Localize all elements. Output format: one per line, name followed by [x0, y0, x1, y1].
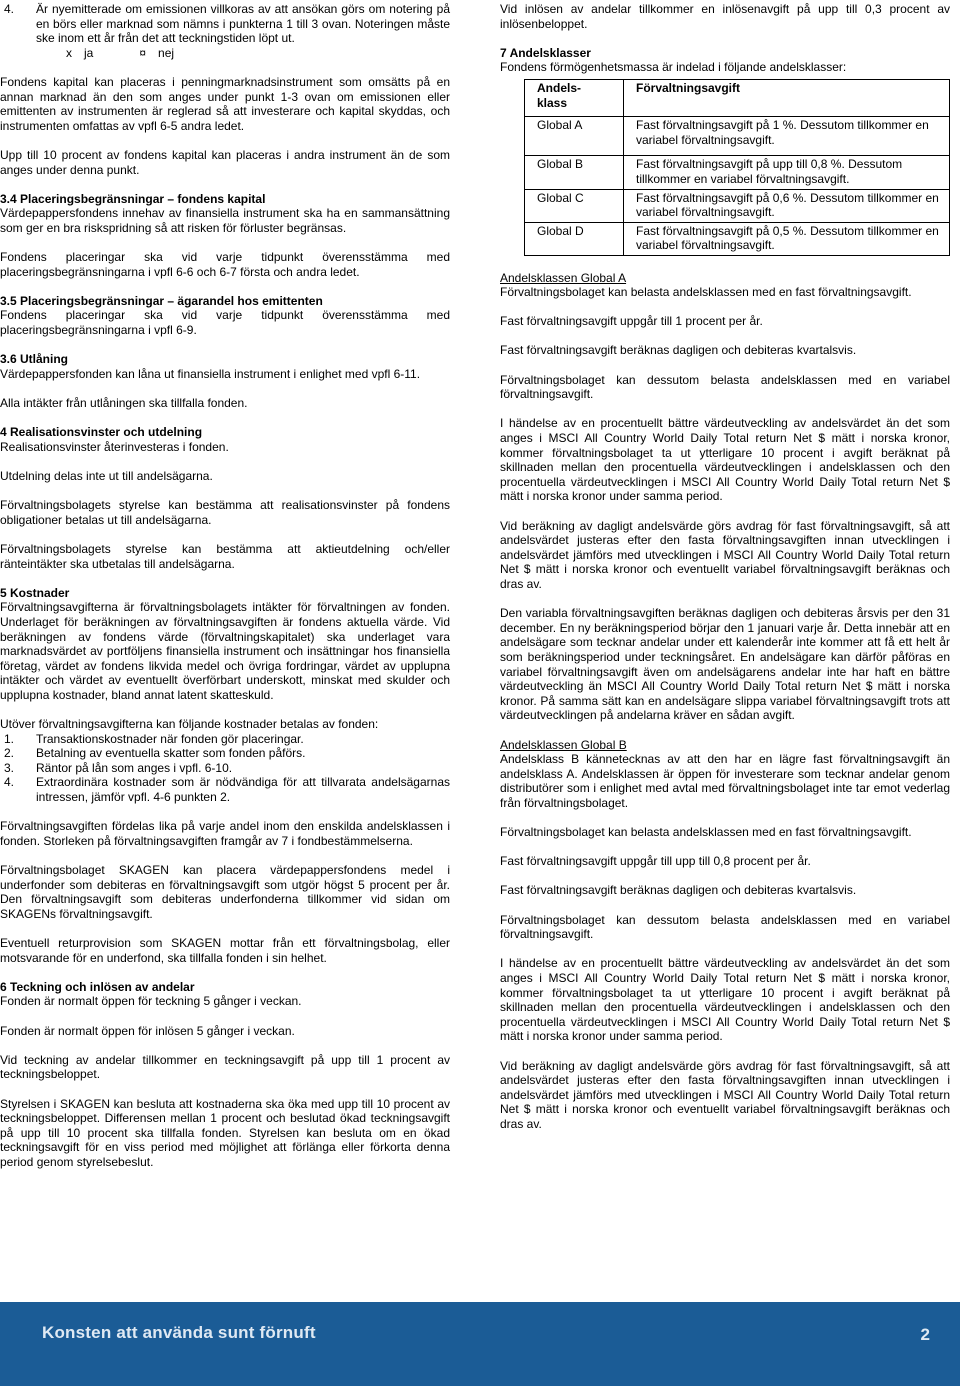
right-column — [500, 2, 950, 1132]
option-no-label: nej — [158, 45, 175, 60]
paragraph-3-6-a: Värdepappersfonden kan låna ut finansiella instrument i enlighet med vpfl 6-11. — [0, 366, 421, 381]
heading-4: 4 Realisationsvinster och utdelning — [0, 425, 203, 440]
paragraph-other-instruments: Upp till 10 procent av fondens kapital kan placeras i andra instrument än de som anges under denna punkt. — [0, 147, 450, 177]
heading-global-a: Andelsklassen Global A — [500, 270, 627, 285]
option-no — [139, 46, 174, 61]
column-header-class: Andels- klass — [525, 79, 624, 116]
paragraph-3-6-b: Alla intäkter från utlåningen ska tillfalla fonden. — [0, 396, 248, 411]
paragraph-5-b: Utöver förvaltningsavgifterna kan följande kostnader betalas av fonden: — [0, 717, 379, 732]
paragraph-5-a: Förvaltningsavgifterna är förvaltningsbolagets intäkter för förvaltningen av fonden. Underlaget för beräkningen av förvaltningsavgiften är fondens aktuella värde. Vid beräkningen av fondens värde (förvaltningskapitalet) ska underlaget vara marknadsvärdet av portföljens finansiella instrument och insättningar hos finansiella företag, värdet av fondens likvida medel och övriga fordringar, värdet av upplupna intäkter och värdet av eventuellt överförbart underskott, minskat med skulder och upplupna kostnader, bland annat latent skatteskuld. — [0, 600, 450, 702]
option-yes-label: ja — [84, 45, 94, 60]
share-class-table — [524, 79, 950, 256]
paragraph-5-c: Förvaltningsavgiften fördelas lika på varje andel inom den enskilda andelsklassen i fonden. Storleken på förvaltningsavgiften framgår av 7 i fondbestämmelserna. — [0, 819, 450, 848]
paragraph-ga-7: Den variabla förvaltningsavgiften beräknas dagligen och debiteras årsvis per den 31 december. En ny beräkningsperiod börjar den 1 januari varje år. Detta innebär att en andelsägare som tecknar andelar under ett kalenderår inte kommer att få ett helt år som beräkningsperiod under teckningsåret. En andelsägare kan därför påföras en variabel förvaltningsavgift även om andelsägarens andelar inte har haft en bättre värdeutveckling än MSCI All Country World Daily Total return Net $ mätt i norska kronor. På samma sätt kan en andelsägare slippa variabel förvaltningsavgift trots att värdeutvecklingen på andelarna kräver en sådan avgift. — [500, 606, 950, 723]
list-item: 1. Transaktionskostnader när fonden gör placeringar. — [4, 731, 304, 746]
page-number: 2 — [920, 1325, 930, 1344]
table-row — [525, 222, 950, 255]
paragraph-5-d: Förvaltningsbolaget SKAGEN kan placera värdepappersfondens medel i underfonder som debiteras en förvaltningsavgift som utgör högst 5 procent per år. Den förvaltningsavgift som debiteras underfonderna tillkommer vid sidan om SKAGENs förvaltningsavgift. — [0, 863, 450, 921]
heading-3-4: 3.4 Placeringsbegränsningar – fondens kapital — [0, 191, 266, 206]
paragraph-money-market: Fondens kapital kan placeras i penningmarknadsinstrument som omsätts på en annan marknad än den som anges under punkt 1-3 ovan om emissionen eller emittenten av instrumenten är reglerad så att investerare och kapital skyddas, och instrumenten omfattas av vpfl 6-5 andra ledet. — [0, 74, 450, 133]
item-number: 4. — [4, 2, 15, 16]
paragraph-3-4-b: Fondens placeringar ska vid varje tidpunkt överensstämma med placeringsbegränsningarna i vpfl 6-6 och 6-7 första och andra ledet. — [0, 250, 450, 279]
paragraph-4-b: Utdelning delas inte ut till andelsägarna. — [0, 469, 213, 483]
paragraph-ga-1: Förvaltningsbolaget kan belasta andelsklassen med en fast förvaltningsavgift. — [500, 285, 912, 300]
heading-global-b: Andelsklassen Global B — [500, 737, 627, 752]
option-no-mark: ¤ — [139, 45, 147, 60]
heading-6: 6 Teckning och inlösen av andelar — [0, 979, 195, 994]
cell-class: Global B — [525, 156, 624, 189]
paragraph-5-e: Eventuell returprovision som SKAGEN mottar från ett förvaltningsbolag, eller motsvarande för en underfond, ska tillfalla fonden i sin helhet. — [0, 936, 450, 965]
paragraph-gb-4: Fast förvaltningsavgift beräknas dagligen och debiteras kvartalsvis. — [500, 883, 857, 898]
heading-5: 5 Kostnader — [0, 585, 70, 600]
paragraph-gb-1: Andelsklass B kännetecknas av att den har en lägre fast förvaltningsavgift än andelsklass A. Andelsklassen är öppen för investerare som tecknar andelar genom distributörer som i enlighet med avtal med förvaltningsbolaget inte tar emot vederlag från förvaltningsbolaget. — [500, 752, 950, 810]
paragraph-ga-5: I händelse av en procentuellt bättre värdeutveckling av andelsvärdet än det som anges i MSCI All Country World Daily Total return Net $ mätt i norska kronor, kommer förvaltningsbolaget ta ut ytterligare 10 procent i avgift beräknat på skillnaden mellan den procentuella värdeutvecklingen i andelsklassen och den procentuella värdeutvecklingen i MSCI All Country World Daily Total return Net $ mätt i norska kronor under samma period. — [500, 416, 950, 504]
paragraph-6-b: Fonden är normalt öppen för inlösen 5 gånger i veckan. — [0, 1023, 295, 1038]
cell-fee: Fast förvaltningsavgift på 0,5 %. Dessutom tillkommer en variabel förvaltningsavgift. — [624, 222, 950, 255]
paragraph-gb-6: I händelse av en procentuellt bättre värdeutveckling av andelsvärdet än det som anges i MSCI All Country World Daily Total return Net $ mätt i norska kronor, kommer förvaltningsbolaget ta ut ytterligare 10 procent i avgift beräknat på skillnaden mellan den procentuella värdeutvecklingen i andelsklassen och den procentuella värdeutvecklingen i MSCI All Country World Daily Total return Net $ mätt i norska kronor under samma period. — [500, 956, 950, 1044]
paragraph-3-5: Fondens placeringar ska vid varje tidpunkt överensstämma med placeringsbegränsningarna i vpfl 6-9. — [0, 308, 450, 338]
paragraph-4-c: Förvaltningsbolagets styrelse kan bestämma att realisationsvinster på fondens obligationer betalas ut till andelsägarna. — [0, 498, 450, 527]
cost-list — [0, 732, 450, 805]
paragraph-4-a: Realisationsvinster återinvesteras i fonden. — [0, 439, 229, 454]
paragraph-6-c: Vid teckning av andelar tillkommer en teckningsavgift på upp till 1 procent av teckningsbeloppet. — [0, 1052, 450, 1082]
paragraph-ga-4: Förvaltningsbolaget kan dessutom belasta andelsklassen med en variabel förvaltningsavgift. — [500, 372, 950, 402]
paragraph-redemption-fee: Vid inlösen av andelar tillkommer en inlösenavgift på upp till 0,3 procent av inlösenbeloppet. — [500, 2, 950, 31]
paragraph-gb-2: Förvaltningsbolaget kan belasta andelsklassen med en fast förvaltningsavgift. — [500, 825, 912, 840]
footer-banner — [0, 1302, 960, 1386]
paragraph-3-4-a: Värdepappersfondens innehav av finansiella instrument ska ha en sammansättning som ger en bra riskspridning så att risken för förluster begränsas. — [0, 206, 450, 235]
list-item: 2. Betalning av eventuella skatter som fonden påförs. — [4, 746, 306, 761]
paragraph-ga-3: Fast förvaltningsavgift beräknas dagligen och debiteras kvartalsvis. — [500, 343, 857, 358]
table-row — [525, 117, 950, 156]
paragraph-gb-7: Vid beräkning av dagligt andelsvärde görs avdrag för fast förvaltningsavgift, så att andelsvärdet justeras efter den fasta förvaltningsavgiften innan utvecklingen i andelsvärdet jämförs med utvecklingen i MSCI All Country World Daily Total return Net $ mätt i norska kronor och eventuellt variabel förvaltningsavgift beräknas och dras av. — [500, 1058, 950, 1131]
heading-3-6: 3.6 Utlåning — [0, 352, 69, 367]
paragraph-4-d: Förvaltningsbolagets styrelse kan bestämma att aktieutdelning och/eller ränteintäkter ska utbetalas till andelsägarna. — [0, 541, 450, 571]
paragraph-ga-2: Fast förvaltningsavgift uppgår till 1 procent per år. — [500, 314, 763, 329]
heading-3-5: 3.5 Placeringsbegränsningar – ägarandel hos emittenten — [0, 293, 323, 308]
item-4 — [0, 2, 450, 46]
paragraph-7-intro: Fondens förmögenhetsmassa är indelad i följande andelsklasser: — [500, 60, 847, 75]
cell-class: Global D — [525, 222, 624, 255]
heading-7: 7 Andelsklasser — [500, 45, 591, 60]
cell-class: Global C — [525, 189, 624, 222]
table-row — [525, 189, 950, 222]
paragraph-gb-3: Fast förvaltningsavgift uppgår till upp till 0,8 procent per år. — [500, 854, 811, 869]
item-text: Är nyemitterade om emissionen villkoras av att ansökan görs om notering på en börs eller marknad som nämns i punkterna 1 till 3 ovan. Noteringen måste ske inom ett år från det att teckningstiden löpt ut. — [36, 2, 450, 46]
yes-no-options — [0, 46, 450, 61]
table-header-row — [525, 79, 950, 116]
paragraph-gb-5: Förvaltningsbolaget kan dessutom belasta andelsklassen med en variabel förvaltningsavgift. — [500, 912, 950, 942]
paragraph-6-d: Styrelsen i SKAGEN kan besluta att kostnaderna ska öka med upp till 10 procent av teckningsbeloppet. Differensen mellan 1 procent och beslutad ökad teckningsavgift på upp till 10 procent ska tillfalla fonden. Styrelsen kan besluta om en ökad teckningsavgift för en viss period med möjlighet att förlänga eller förkorta denna period genom styrelsebeslut. — [0, 1096, 450, 1169]
left-column — [0, 2, 450, 1170]
cell-class: Global A — [525, 117, 624, 156]
footer-slogan: Konsten att använda sunt förnuft — [42, 1323, 316, 1342]
cell-fee: Fast förvaltningsavgift på 1 %. Dessutom tillkommer en variabel förvaltningsavgift. — [624, 117, 950, 156]
list-item: 4. Extraordinära kostnader som är nödvändiga för att tillvarata andelsägarnas intressen, jämför vpfl. 4-6 punkten 2. — [4, 775, 450, 805]
cell-fee: Fast förvaltningsavgift på 0,6 %. Dessutom tillkommer en variabel förvaltningsavgift. — [624, 189, 950, 222]
list-item: 3. Räntor på lån som anges i vpfl. 6-10. — [4, 760, 233, 775]
paragraph-ga-6: Vid beräkning av dagligt andelsvärde görs avdrag för fast förvaltningsavgift, så att andelsvärdet justeras efter den fasta förvaltningsavgiften innan utvecklingen i andelsvärdet jämförs med utvecklingen i MSCI All Country World Daily Total return Net $ mätt i norska kronor och eventuellt variabel förvaltningsavgift beräknas och dras av. — [500, 518, 950, 591]
paragraph-6-a: Fonden är normalt öppen för teckning 5 gånger i veckan. — [0, 994, 302, 1009]
cell-fee: Fast förvaltningsavgift på upp till 0,8 %. Dessutom tillkommer en variabel förvaltningsavgift. — [624, 156, 950, 189]
option-yes-mark: x — [66, 45, 72, 60]
table-row — [525, 156, 950, 189]
column-header-fee: Förvaltningsavgift — [624, 79, 950, 116]
option-yes — [66, 46, 93, 61]
